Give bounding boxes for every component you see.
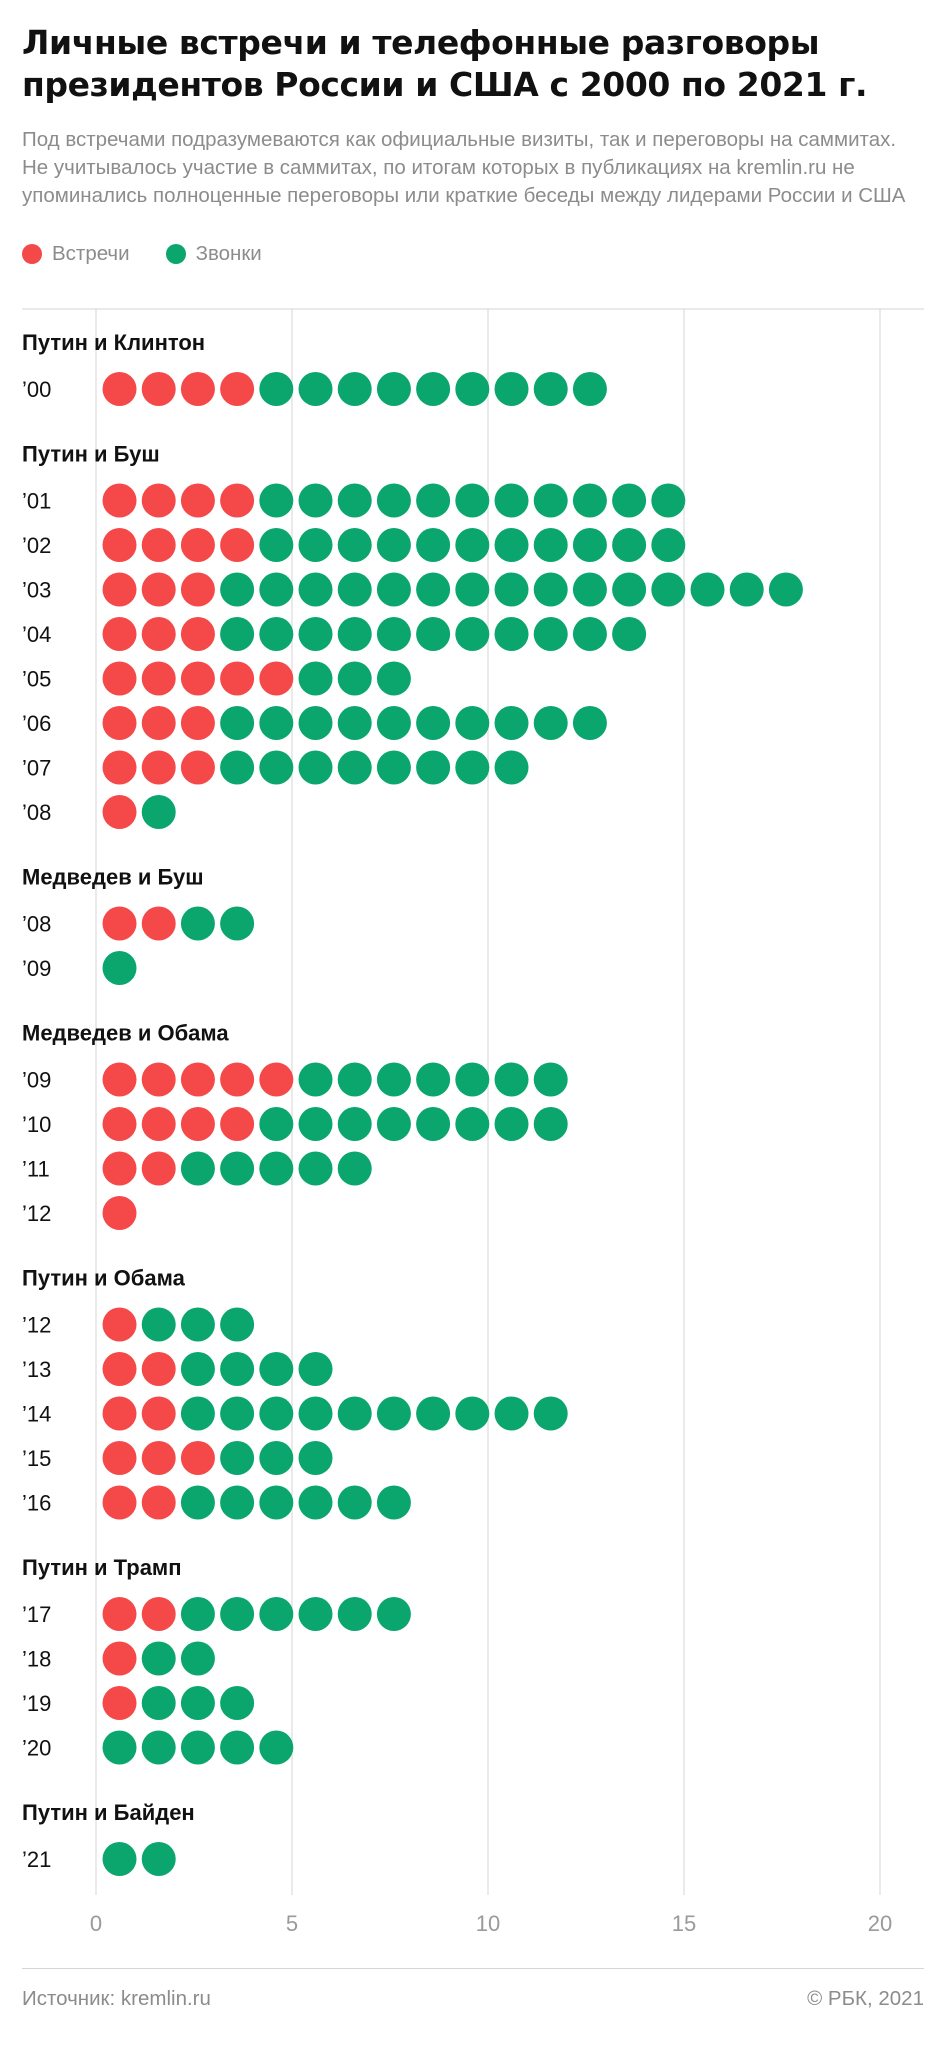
call-dot	[338, 1107, 372, 1141]
call-dot	[338, 751, 372, 785]
legend-label-calls: Звонки	[195, 242, 262, 265]
call-dot	[534, 1397, 568, 1431]
call-dot	[299, 1486, 333, 1520]
x-tick-label: 0	[89, 1911, 103, 1936]
call-dot	[220, 1152, 254, 1186]
meeting-dot	[142, 1063, 176, 1097]
meeting-dot	[103, 1152, 137, 1186]
year-label: ’11	[22, 1156, 50, 1182]
meeting-dot	[220, 662, 254, 696]
call-dot	[612, 484, 646, 518]
meeting-dot	[181, 751, 215, 785]
call-dot	[377, 1397, 411, 1431]
call-dot	[259, 751, 293, 785]
call-dot	[573, 573, 607, 607]
call-dot	[651, 528, 685, 562]
call-dot	[377, 484, 411, 518]
meeting-dot	[142, 1107, 176, 1141]
call-dot	[299, 372, 333, 406]
call-dot	[259, 617, 293, 651]
call-dot	[142, 1842, 176, 1876]
call-dot	[495, 1107, 529, 1141]
call-dot	[338, 1152, 372, 1186]
meeting-dot	[103, 1441, 137, 1475]
x-tick-label: 15	[671, 1911, 697, 1936]
call-dot	[299, 706, 333, 740]
call-dot	[377, 1107, 411, 1141]
call-dot	[259, 1486, 293, 1520]
call-dot	[220, 1397, 254, 1431]
call-dot	[612, 573, 646, 607]
call-dot	[142, 1308, 176, 1342]
call-dot	[220, 1441, 254, 1475]
call-dot	[338, 617, 372, 651]
year-label: ’14	[22, 1401, 52, 1427]
meeting-dot	[142, 617, 176, 651]
meeting-dot	[181, 617, 215, 651]
year-label: ’09	[22, 1067, 52, 1093]
call-dot	[181, 1397, 215, 1431]
call-dot	[534, 706, 568, 740]
meeting-dot	[220, 372, 254, 406]
call-dot	[338, 573, 372, 607]
call-dot	[299, 1352, 333, 1386]
meeting-dot	[181, 372, 215, 406]
call-dot	[259, 484, 293, 518]
call-dot	[103, 951, 137, 985]
meeting-dot	[220, 528, 254, 562]
group-title: Путин и Обама	[22, 1265, 185, 1291]
meeting-dot	[220, 484, 254, 518]
meeting-dot	[103, 1308, 137, 1342]
meeting-dot	[220, 1063, 254, 1097]
call-dot	[299, 573, 333, 607]
meeting-dot	[103, 907, 137, 941]
call-dot	[338, 1597, 372, 1631]
call-dot	[299, 1107, 333, 1141]
year-label: ’13	[22, 1357, 52, 1382]
call-dot	[455, 617, 489, 651]
year-label: ’03	[22, 577, 52, 603]
call-dot	[377, 528, 411, 562]
meeting-dot	[181, 484, 215, 518]
call-dot	[181, 907, 215, 941]
call-dot	[495, 1397, 529, 1431]
call-dot	[573, 372, 607, 406]
call-dot	[259, 706, 293, 740]
year-label: ’00	[22, 377, 52, 402]
year-label: ’07	[22, 755, 52, 781]
year-label: ’08	[22, 800, 52, 825]
chart-title: Личные встречи и телефонные разговоры президентов России и США с 2000 по 2021 г.	[22, 23, 868, 104]
call-dot	[495, 617, 529, 651]
call-dot	[612, 617, 646, 651]
meeting-dot	[142, 1486, 176, 1520]
meeting-dot	[142, 1397, 176, 1431]
call-dot	[495, 372, 529, 406]
call-dot	[416, 372, 450, 406]
call-dot	[534, 1063, 568, 1097]
call-dot	[142, 1731, 176, 1765]
year-label: ’18	[22, 1646, 52, 1672]
chart-subtitle: Под встречами подразумеваются как официальные визиты, так и переговоры на саммитах. Не учитывалось участие в саммитах, по итогам которых в публикациях на kremlin.ru не упоминались полноценные переговоры или краткие беседы между лидерами России и США	[22, 128, 906, 207]
call-dot	[534, 372, 568, 406]
meeting-dot	[103, 1352, 137, 1386]
meeting-dot	[142, 1352, 176, 1386]
call-dot	[534, 617, 568, 651]
call-dot	[299, 662, 333, 696]
meeting-dot	[103, 1642, 137, 1676]
call-dot	[377, 706, 411, 740]
call-dot	[455, 1397, 489, 1431]
meeting-dot	[142, 573, 176, 607]
group-title: Медведев и Обама	[22, 1020, 229, 1046]
call-dot	[495, 706, 529, 740]
meeting-dot	[103, 1486, 137, 1520]
legend-label-meetings: Встречи	[52, 242, 130, 265]
footer-divider	[22, 1968, 924, 1969]
call-dot	[455, 528, 489, 562]
call-dot	[259, 1441, 293, 1475]
call-dot	[495, 573, 529, 607]
meeting-dot	[103, 1686, 137, 1720]
call-dot	[455, 706, 489, 740]
call-dot	[377, 617, 411, 651]
call-dot	[338, 1397, 372, 1431]
call-dot	[534, 484, 568, 518]
meeting-dot	[181, 528, 215, 562]
call-dot	[259, 1107, 293, 1141]
call-dot	[416, 1107, 450, 1141]
call-dot	[259, 1352, 293, 1386]
call-dot	[299, 1152, 333, 1186]
call-dot	[416, 617, 450, 651]
call-dot	[416, 706, 450, 740]
meeting-dot	[142, 1441, 176, 1475]
call-dot	[181, 1642, 215, 1676]
meeting-dot	[142, 1152, 176, 1186]
year-label: ’08	[22, 911, 52, 937]
meeting-dot	[142, 706, 176, 740]
year-label: ’15	[22, 1446, 52, 1471]
meeting-dot	[103, 1397, 137, 1431]
call-dot	[299, 484, 333, 518]
call-dot	[299, 1397, 333, 1431]
call-dot	[495, 484, 529, 518]
meeting-dot	[103, 1107, 137, 1141]
meeting-dot	[103, 1063, 137, 1097]
call-dot	[455, 1063, 489, 1097]
meeting-dot	[103, 372, 137, 406]
year-label: ’01	[22, 488, 52, 514]
call-dot	[299, 1441, 333, 1475]
call-dot	[651, 573, 685, 607]
call-dot	[103, 1842, 137, 1876]
call-dot	[573, 528, 607, 562]
year-label: ’06	[22, 711, 52, 736]
call-dot	[220, 907, 254, 941]
year-label: ’09	[22, 956, 52, 981]
call-dot	[377, 1597, 411, 1631]
call-dot	[142, 1642, 176, 1676]
meeting-dot	[103, 1597, 137, 1631]
call-dot	[181, 1308, 215, 1342]
meeting-dot	[142, 662, 176, 696]
year-label: ’04	[22, 622, 52, 647]
call-dot	[534, 528, 568, 562]
meeting-dot	[103, 484, 137, 518]
meeting-dot	[103, 617, 137, 651]
call-dot	[377, 1486, 411, 1520]
call-dot	[299, 751, 333, 785]
call-dot	[338, 1486, 372, 1520]
call-dot	[220, 1308, 254, 1342]
call-dot	[220, 1686, 254, 1720]
call-dot	[181, 1152, 215, 1186]
call-dot	[495, 1063, 529, 1097]
call-dot	[416, 1397, 450, 1431]
call-dot	[573, 706, 607, 740]
call-dot	[377, 1063, 411, 1097]
call-dot	[455, 573, 489, 607]
year-label: ’19	[22, 1691, 52, 1716]
call-dot	[455, 484, 489, 518]
call-dot	[573, 484, 607, 518]
meeting-dot	[142, 1597, 176, 1631]
call-dot	[416, 1063, 450, 1097]
call-dot	[495, 751, 529, 785]
call-dot	[455, 751, 489, 785]
meeting-dot	[103, 751, 137, 785]
group-title: Путин и Трамп	[22, 1555, 182, 1580]
year-label: ’12	[22, 1312, 52, 1338]
call-dot	[338, 528, 372, 562]
x-tick-label: 20	[867, 1911, 893, 1936]
call-dot	[338, 706, 372, 740]
x-tick-label: 10	[475, 1911, 501, 1936]
meeting-dot	[103, 662, 137, 696]
call-dot	[142, 795, 176, 829]
call-dot	[299, 617, 333, 651]
meeting-dot	[103, 795, 137, 829]
meeting-dot	[142, 907, 176, 941]
call-dot	[259, 1731, 293, 1765]
call-dot	[142, 1686, 176, 1720]
meeting-dot	[181, 706, 215, 740]
call-dot	[573, 617, 607, 651]
group-title: Путин и Клинтон	[22, 330, 206, 355]
meeting-dot	[181, 573, 215, 607]
call-dot	[181, 1486, 215, 1520]
call-dot	[730, 573, 764, 607]
call-dot	[181, 1731, 215, 1765]
call-dot	[259, 573, 293, 607]
call-dot	[416, 484, 450, 518]
meeting-dot	[103, 1196, 137, 1230]
call-dot	[534, 1107, 568, 1141]
call-dot	[338, 484, 372, 518]
call-dot	[299, 1597, 333, 1631]
year-label: ’20	[22, 1735, 52, 1761]
meeting-dot	[103, 573, 137, 607]
call-dot	[181, 1352, 215, 1386]
call-dot	[259, 372, 293, 406]
meeting-dot	[181, 1063, 215, 1097]
year-label: ’05	[22, 666, 52, 692]
meeting-dot	[142, 751, 176, 785]
call-dot	[259, 1397, 293, 1431]
call-dot	[416, 751, 450, 785]
meeting-dot	[142, 484, 176, 518]
meeting-dot	[259, 662, 293, 696]
x-tick-label: 5	[285, 1911, 299, 1936]
call-dot	[220, 751, 254, 785]
call-dot	[220, 617, 254, 651]
meeting-dot	[103, 706, 137, 740]
call-dot	[220, 1486, 254, 1520]
meeting-dot	[181, 1107, 215, 1141]
call-dot	[691, 573, 725, 607]
call-dot	[377, 372, 411, 406]
call-dot	[416, 573, 450, 607]
year-label: ’17	[22, 1602, 52, 1627]
call-dot	[299, 1063, 333, 1097]
call-dot	[377, 751, 411, 785]
meeting-dot	[181, 1441, 215, 1475]
call-dot	[455, 372, 489, 406]
call-dot	[612, 528, 646, 562]
copyright-note: © РБК, 2021	[807, 1987, 924, 2010]
call-dot	[377, 662, 411, 696]
group-title: Путин и Байден	[22, 1800, 195, 1825]
call-dot	[416, 528, 450, 562]
group-title: Путин и Буш	[22, 441, 160, 467]
meeting-dot	[142, 528, 176, 562]
call-dot	[455, 1107, 489, 1141]
source-note: Источник: kremlin.ru	[22, 1987, 211, 2010]
meeting-dot	[259, 1063, 293, 1097]
call-dot	[259, 1597, 293, 1631]
year-label: ’12	[22, 1201, 52, 1226]
call-dot	[377, 573, 411, 607]
call-dot	[220, 1352, 254, 1386]
call-dot	[259, 528, 293, 562]
year-label: ’10	[22, 1112, 52, 1137]
year-label: ’02	[22, 533, 52, 558]
call-dot	[220, 706, 254, 740]
call-dot	[338, 372, 372, 406]
call-dot	[181, 1686, 215, 1720]
call-dot	[103, 1731, 137, 1765]
call-dot	[181, 1597, 215, 1631]
call-dot	[220, 573, 254, 607]
call-dot	[259, 1152, 293, 1186]
year-label: ’21	[22, 1847, 52, 1872]
call-dot	[299, 528, 333, 562]
call-dot	[534, 573, 568, 607]
meeting-dot	[181, 662, 215, 696]
meeting-dot	[220, 1107, 254, 1141]
call-dot	[495, 528, 529, 562]
call-dot	[220, 1597, 254, 1631]
call-dot	[338, 1063, 372, 1097]
call-dot	[651, 484, 685, 518]
call-dot	[769, 573, 803, 607]
call-dot	[220, 1731, 254, 1765]
group-title: Медведев и Буш	[22, 864, 204, 890]
year-label: ’16	[22, 1490, 52, 1516]
call-dot	[338, 662, 372, 696]
meeting-dot	[103, 528, 137, 562]
meeting-dot	[142, 372, 176, 406]
